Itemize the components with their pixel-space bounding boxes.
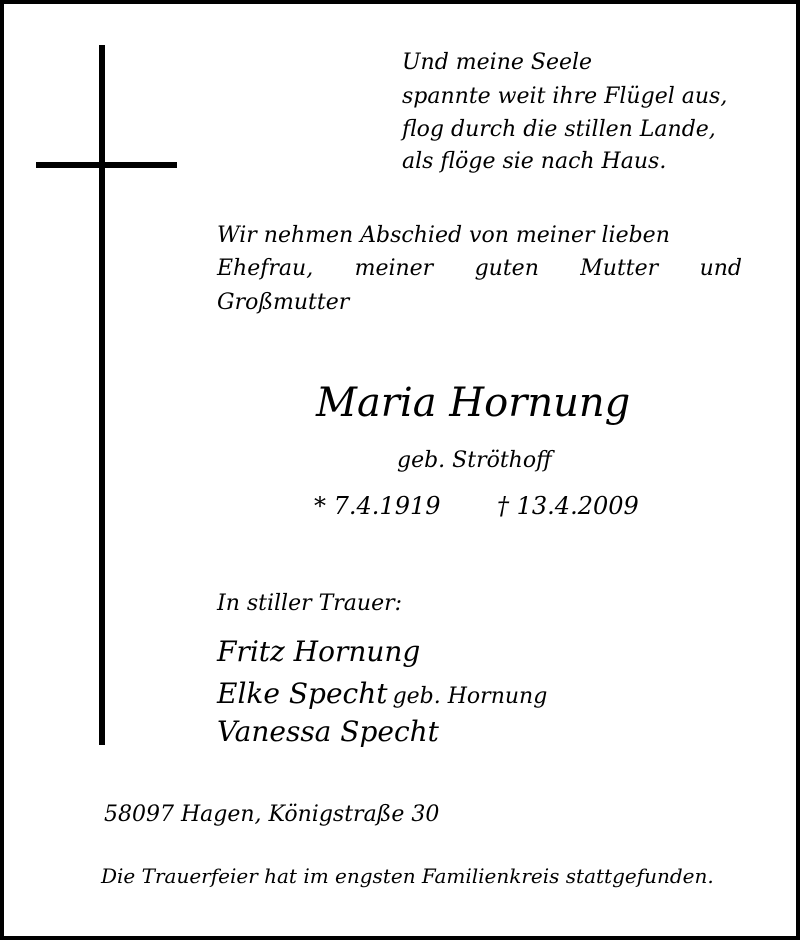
deceased-name: Maria Hornung	[316, 380, 631, 426]
footer-note: Die Trauerfeier hat im engsten Familienkreis stattgefunden.	[101, 864, 714, 888]
mourner-note: geb. Hornung	[392, 684, 548, 709]
intro-line: Wir nehmen Abschied von meiner lieben	[217, 223, 670, 248]
death-date: † 13.4.2009	[497, 492, 639, 520]
cross-icon	[99, 45, 105, 745]
intro-line: Großmutter	[217, 290, 350, 315]
maiden-name: geb. Ströthoff	[397, 448, 552, 473]
birth-date: * 7.4.1919	[314, 492, 441, 520]
cross-icon-crossbar	[36, 162, 177, 168]
mourners-label: In stiller Trauer:	[217, 591, 403, 616]
mourner	[217, 677, 548, 710]
mourner-name: Fritz Hornung	[217, 635, 421, 668]
poem-line: als flöge sie nach Haus.	[402, 149, 667, 174]
mourner-name: Elke Specht	[217, 677, 388, 710]
mourner-name: Vanessa Specht	[217, 715, 439, 748]
poem-line: flog durch die stillen Lande,	[402, 117, 716, 142]
poem-line: spannte weit ihre Flügel aus,	[402, 84, 728, 109]
poem-line: Und meine Seele	[402, 50, 593, 75]
intro-line: Ehefrau, meiner guten Mutter und	[217, 256, 742, 281]
address: 58097 Hagen, Königstraße 30	[104, 802, 440, 827]
